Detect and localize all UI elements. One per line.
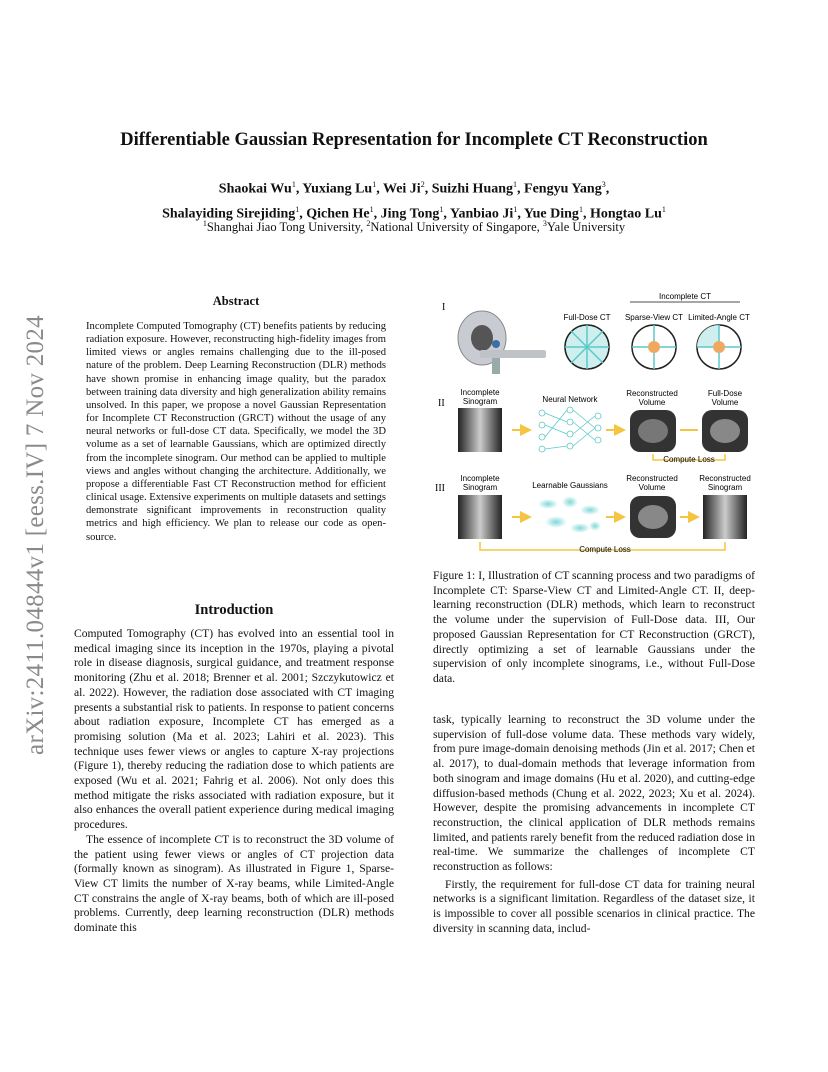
- author-affiliation-mark: 1: [661, 204, 666, 214]
- row-label-i: I: [442, 302, 446, 313]
- sparse-view-ct-diagram: [632, 325, 676, 369]
- author-name: Shalayiding Sirejiding: [162, 206, 296, 222]
- right-column-body: [433, 713, 755, 937]
- author-name: Yue Ding: [523, 206, 579, 222]
- author-affiliation-mark: 3: [601, 180, 606, 189]
- row-label-ii: II: [438, 398, 445, 409]
- author-name: Qichen He: [306, 206, 370, 222]
- affiliation-name: Shanghai Jiao Tong University: [206, 220, 361, 235]
- reconstructed-volume-label: Reconstructed: [626, 389, 678, 398]
- body-paragraph: Firstly, the requirement for full-dose CT data for training neural networks is a significant limitation. Regardless of the dataset size, it is impossible to cover all possible scenarios in clinical practice. The diversity in scanning data, includ-: [433, 877, 755, 935]
- intro-paragraph: The essence of incomplete CT is to reconstruct the 3D volume of the patient using fewer views or angles of CT projection data (formally known as sinogram). As illustrated in Figure 1, Sparse-View CT limits the number of X-ray beams, while Limited-Angle CT constrains the angle of X-ray beams, both of which are ill-posed problems. Currently, deep learning reconstruction (DLR) methods dominate this: [74, 832, 394, 935]
- introduction-heading: Introduction: [194, 602, 274, 618]
- author-affiliation-mark: 1: [372, 180, 377, 189]
- reconstructed-sinogram-image: [703, 495, 747, 539]
- author-line-1: Shaokai Wu$^1$, Yuxiang Lu$^1$, Wei Ji$^2$, Suizhi Huang$^1$, Fengyu Yang$^3$,: [218, 180, 610, 197]
- figure-1: [430, 288, 760, 558]
- compute-loss-label: Compute Loss: [579, 545, 631, 554]
- learnable-gaussians-label: Learnable Gaussians: [532, 481, 608, 490]
- reconstructed-volume-label: Volume: [638, 398, 666, 407]
- author-affiliation-mark: 1: [578, 204, 583, 214]
- figure-caption: Figure 1: I, Illustration of CT scanning process and two paradigms of Incomplete CT: Sparse-View CT and Limited-Angle CT. II, deep-learning reconstruction (DLR) methods, which learn to reconstruct the volume under the supervision of Full-Dose data. III, Our proposed Gaussian Representation for CT Reconstruction (GRCT), directly optimizing a set of learnable Gaussians under the supervision of only incomplete sinograms, i.e., without Full-Dose data.: [433, 569, 755, 685]
- incomplete-sinogram-label: Sinogram: [462, 397, 498, 406]
- limited-angle-ct-label: Limited-Angle CT: [688, 313, 750, 322]
- incomplete-ct-label: Incomplete CT: [658, 292, 712, 301]
- learnable-gaussians-icon: [538, 496, 601, 533]
- author-line-2: Shalayiding Sirejiding$^1$, Qichen He$^1$, Jing Tong$^1$, Yanbiao Ji$^1$, Yue Ding$^1$, Hongtao Lu$^1$: [162, 204, 666, 222]
- paper-title: Differentiable Gaussian Representation for Incomplete CT Reconstruction: [120, 130, 708, 150]
- arxiv-identifier: arXiv:2411.04844v1 [eess.IV] 7 Nov 2024: [22, 315, 49, 755]
- affiliation-name: National University of Singapore: [370, 220, 537, 235]
- affiliation-mark: 2: [366, 219, 371, 228]
- incomplete-sinogram-image: [458, 495, 502, 539]
- author-name: Jing Tong: [380, 206, 440, 222]
- reconstructed-volume-label: Volume: [638, 483, 666, 492]
- compute-loss-label: Compute Loss: [663, 455, 715, 464]
- reconstructed-volume-image: [630, 496, 676, 538]
- author-name: Yuxiang Lu: [302, 181, 373, 197]
- author-list: [80, 175, 748, 224]
- author-affiliation-mark: 1: [513, 204, 518, 214]
- affiliation-mark: 3: [542, 219, 547, 228]
- author-name: Wei Ji: [382, 181, 421, 197]
- introduction-body: [74, 627, 394, 936]
- body-paragraph: task, typically learning to reconstruct the 3D volume under the supervision of full-dose volume data. These methods vary widely, from pure image-domain denoising methods (Jin et al. 2017; Chen et al. 2017), to dual-domain methods that leverage information from both sinogram and image domains (Hu et al. 2020), and cutting-edge diffusion-based methods (Chung et al. 2022, 2023; Xu et al. 2024). However, despite the promising advancements in incomplete CT reconstruction, the clinical application of DLR methods remains limited, and patients rarely benefit from the reduced radiation dose in real-time. We summarize the challenges of incomplete CT reconstruction as follows:: [433, 713, 755, 874]
- incomplete-sinogram-label: Incomplete: [460, 474, 500, 483]
- author-name: Yanbiao Ji: [449, 206, 514, 222]
- full-dose-ct-diagram: [565, 325, 609, 369]
- abstract-text: Incomplete Computed Tomography (CT) benefits patients by reducing radiation exposure. However, reconstructing high-fidelity images from limited views or angles remains challenging due to the ill-posed nature of the problem. Deep Learning Reconstruction (DLR) methods have shown promise in enhancing image quality, but the paradox between training data diversity and high generalization ability remains unsolved. In this paper, we propose a novel Gaussian Representation for Incomplete CT Reconstruction (GRCT) without the usage of any neural networks or full-dose CT data. Specifically, we model the 3D volume as a set of learnable Gaussians, which are optimized directly from the incomplete sinogram. Our method can be applied to multiple views and angles without changing the architecture. Additionally, we propose a differentiable Fast CT Reconstruction method for efficient clinical usage. Extensive experiments on multiple datasets and settings demonstrate significant improvements in reconstruction quality metrics and high efficiency. We plan to release our code as open-source.: [86, 321, 386, 543]
- intro-paragraph: Computed Tomography (CT) has evolved into an essential tool in medical imaging since its inception in the 1970s, playing a pivotal role in disease diagnosis, surgical guidance, and treatment response monitoring (Zhu et al. 2018; Brenner et al. 2001; Szczykutowicz et al. 2022). However, the radiation dose associated with CT imaging presents a substantial risk to patients. In response to patient concerns about radiation exposure, Incomplete CT has emerged as a promising solution (Ma et al. 2023; Lahiri et al. 2023). This technique uses fewer views or angles to capture X-ray projections (Figure 1), thereby reducing the radiation dose to which patients are exposed (Wu et al. 2021; Fahrig et al. 2006). Not only does this method mitigate the risks associated with radiation exposure, but it also enhances the overall patient experience during medical imaging procedures.: [74, 627, 394, 832]
- author-affiliation-mark: 1: [291, 180, 296, 189]
- full-dose-volume-label: Full-Dose: [707, 389, 743, 398]
- limited-angle-ct-diagram: [697, 325, 741, 369]
- author-name: Fengyu Yang: [524, 181, 602, 197]
- author-name: Hongtao Lu: [589, 206, 662, 222]
- author-name: Shaokai Wu: [218, 181, 292, 197]
- affiliations: $^1$Shanghai Jiao Tong University, $^2$National University of Singapore, $^3$Yale University: [202, 219, 626, 235]
- full-dose-volume-label: Volume: [711, 398, 739, 407]
- author-affiliation-mark: 1: [295, 204, 300, 214]
- author-affiliation-mark: 1: [369, 204, 374, 214]
- incomplete-sinogram-image: [458, 408, 502, 452]
- affiliation-mark: 1: [202, 219, 207, 228]
- full-dose-volume-image: [702, 410, 748, 452]
- reconstructed-sinogram-label: Sinogram: [707, 483, 743, 492]
- affiliation-name: Yale University: [546, 220, 626, 235]
- author-affiliation-mark: 2: [420, 180, 425, 189]
- abstract-heading: Abstract: [212, 294, 260, 308]
- incomplete-sinogram-label: Incomplete: [460, 388, 500, 397]
- reconstructed-volume-label: Reconstructed: [626, 474, 678, 483]
- reconstructed-sinogram-label: Reconstructed: [699, 474, 751, 483]
- author-name: Suizhi Huang: [431, 181, 514, 197]
- sparse-view-ct-label: Sparse-View CT: [624, 313, 684, 322]
- neural-network-label: Neural Network: [542, 395, 598, 404]
- reconstructed-volume-image: [630, 410, 676, 452]
- ct-scanner-icon: [458, 311, 546, 374]
- author-affiliation-mark: 1: [513, 180, 518, 189]
- row-label-iii: III: [435, 483, 445, 494]
- full-dose-ct-label: Full-Dose CT: [563, 313, 611, 322]
- neural-network-icon: [539, 407, 601, 452]
- incomplete-sinogram-label: Sinogram: [462, 483, 498, 492]
- author-affiliation-mark: 1: [439, 204, 444, 214]
